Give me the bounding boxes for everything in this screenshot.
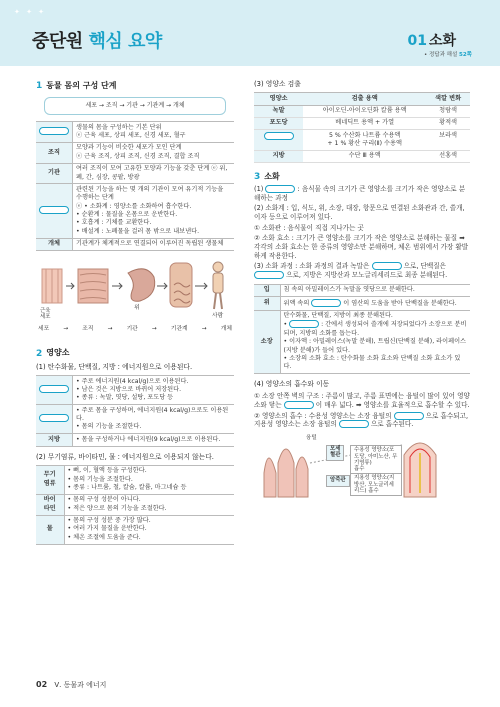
section-1-heading: [36, 80, 234, 92]
absorption-points: [254, 392, 470, 429]
detection-solution: 수단 Ⅲ 용액: [303, 150, 426, 162]
caption-stomach: 위: [134, 304, 140, 311]
detection-solution: 아이오딘-아이오딘화 칼륨 용액: [303, 105, 426, 117]
organ-process: 위액 속의 이 염산의 도움을 받아 단백질을 분해한다.: [280, 297, 470, 310]
nutrient-name: [36, 405, 73, 434]
table-row: [36, 434, 234, 446]
row-description: 여러 조직이 모여 고유한 모양과 기능을 갖춘 단계 ⓔ 위, 폐, 간, 심장, 콩팥, 방광: [73, 163, 235, 184]
villus-figure: [254, 433, 470, 499]
answer-blank[interactable]: [39, 414, 69, 422]
row-description: 모양과 기능이 비슷한 세포가 모인 단계 ⓔ 근육 조직, 상피 조직, 신경 조직, 결합 조직: [73, 142, 235, 163]
table-row: [36, 515, 234, 544]
nutrient-description: • 몸을 구성하거나 에너지원(9 kcal/g)으로 이용된다.: [73, 434, 235, 446]
nutrient-name: 무기 염류: [36, 465, 64, 494]
stage-label: 조직: [82, 325, 94, 332]
nutrient-description: • 몸의 구성 성분이 아니다. • 적은 양으로 몸의 기능을 조절한다.: [64, 494, 234, 515]
nutrient-description: • 뼈, 이, 혈액 등을 구성한다. • 몸의 기능을 조절한다. • 종류 : 나트륨, 철, 칼슘, 칼륨, 마그네슘 등: [64, 465, 234, 494]
section-number: 3: [254, 172, 261, 183]
organ-process: 탄수화물, 단백질, 지방이 최종 분해된다. • : 간에서 생성되어 쓸개에 저장되었다가 소장으로 분비되며, 지방의 소화를 돕는다. • 이자액 : 아밀레이스(녹말 분해), 트립신(단백질 분해), 라이페이스(지방 분해)가 들어 있다. • 소장의 소화 효소 : 탄수화물 소화 효소와 단백질 소화 효소가 있다.: [280, 310, 470, 374]
table-row: [36, 465, 234, 494]
digestion-item: (2) 소화계 : 입, 식도, 위, 소장, 대장, 항문으로 연결된 소화관과 간, 쓸개, 이자 등으로 이루어져 있다.: [254, 204, 465, 222]
table-row: [36, 142, 234, 163]
nutrient-name: [36, 376, 73, 405]
color-change: 보라색: [426, 130, 470, 151]
digestion-item: ① 소화관 : 음식물이 직접 지나가는 곳: [254, 223, 364, 232]
digestion-item: (1) : 음식물 속의 크기가 큰 영양소를 크기가 작은 영양소로 분해하는 과정: [254, 184, 466, 202]
answer-blank[interactable]: [394, 412, 424, 420]
nutrient-name: 포도당: [254, 117, 303, 129]
row-description: 기관계가 체계적으로 연결되어 이루어진 독립된 생물체: [73, 238, 235, 250]
page-title: [32, 30, 162, 54]
answer-blank[interactable]: [339, 420, 369, 428]
section-3-heading: [254, 171, 470, 183]
digestion-item: ② 소화 효소 : 크기가 큰 영양소를 크기가 작은 영양소로 분해하는 물질 ➡ 각각의 소화 효소는 한 종류의 영양소만 분해하며, 체온 범위에서 가장 활발하게 작용한다.: [254, 233, 469, 260]
answer-blank[interactable]: [284, 401, 314, 409]
person-head: [213, 262, 223, 272]
table-row: [254, 105, 470, 117]
caption-muscle-cell: 근육 세포: [40, 307, 51, 320]
section-title: 영양소: [46, 348, 70, 358]
stomach-shape: [128, 269, 155, 301]
header-banner: [0, 0, 500, 66]
title-accent: 핵심 요약: [88, 31, 162, 52]
nutrient-name: [254, 130, 303, 151]
section-title: 동물 몸의 구성 단계: [46, 80, 117, 90]
organ-process: 침 속의 아밀레이스가 녹말을 엿당으로 분해한다.: [280, 284, 470, 296]
left-column: [36, 80, 234, 545]
nutrient-name: 지방: [254, 150, 303, 162]
table-row: [36, 238, 234, 250]
answer-blank[interactable]: [372, 262, 402, 270]
digestion-item: (3) 소화 과정 : 소화 과정의 결과 녹말은 으로, 단백질은 으로, 지방은 지방산과 모노글리세리드로 최종 분해된다.: [254, 262, 448, 279]
nutrient-name: 바이 타민: [36, 494, 64, 515]
section-number: 2: [36, 348, 43, 359]
figure-stage-labels: 세포 → 조직 → 기관 → 기관계 → 개체: [38, 325, 232, 332]
note-lacteal: 지용성 영양소(지방산, 모노글리세리드) 흡수: [350, 473, 402, 496]
absorption-item: ② 영양소의 흡수 : 수용성 영양소는 소장 융털의 으로 흡수되고, 지용성 영양소는 소장 융털의 으로 흡수된다.: [254, 411, 469, 429]
label-villus: 융털: [306, 435, 317, 442]
table-row: [36, 405, 234, 434]
answer-blank[interactable]: [265, 185, 295, 193]
nutrient-subheading-1: (1) 탄수화물, 단백질, 지방 : 에너지원으로 이용된다.: [36, 362, 193, 371]
row-key: 조직: [36, 142, 73, 163]
caption-person: 사람: [212, 312, 224, 319]
table-row: [254, 130, 470, 151]
label-lacteal: 암죽관: [326, 475, 350, 486]
section-2-heading: [36, 348, 234, 360]
table-row: [36, 184, 234, 238]
title-main: 중단원: [32, 31, 83, 52]
answer-ref-prefix: • 정답과 해설: [423, 52, 458, 58]
chapter-label: [407, 32, 456, 51]
absorption-item: ① 소장 안쪽 벽의 구조 : 주름이 많고, 주름 표면에는 융털이 많이 있어 영양소와 닿는 이 매우 넓다. ➡ 영양소를 효율적으로 흡수할 수 있다.: [254, 392, 470, 410]
row-key: 기관: [36, 163, 73, 184]
answer-blank[interactable]: [264, 132, 294, 140]
nutrient-name: 녹말: [254, 105, 303, 117]
answer-reference: [424, 52, 472, 59]
nutrient-subheading-2: (2) 무기염류, 바이타민, 물 : 에너지원으로 이용되지 않는다.: [36, 452, 214, 461]
stage-label: 기관: [126, 325, 138, 332]
col-header: 영양소: [254, 93, 303, 105]
right-column: [254, 80, 470, 499]
nutrient-description: • 몸의 구성 성분 중 가장 많다. • 여러 가지 물질을 운반한다. • 체온 조절에 도움을 준다.: [64, 515, 234, 544]
row-key: [36, 122, 73, 143]
stage-label: 기관계: [170, 325, 188, 332]
table-row: [36, 122, 234, 143]
color-change: 선홍색: [426, 150, 470, 162]
footer-unit: Ⅴ. 동물과 에너지: [54, 681, 107, 689]
detection-solution: 5 % 수산화 나트륨 수용액 + 1 % 황산 구리(Ⅱ) 수용액: [303, 130, 426, 151]
person-body: [213, 273, 223, 293]
chapter-name: 소화: [428, 33, 456, 49]
stage-label: 개체: [220, 325, 232, 332]
detection-subheading: (3) 영양소 검출: [254, 80, 301, 88]
organization-table: [36, 121, 234, 251]
table-row: [254, 297, 470, 310]
col-header: 색깔 변화: [426, 93, 470, 105]
color-change: 청람색: [426, 105, 470, 117]
answer-blank[interactable]: [39, 127, 69, 135]
page-footer: [36, 680, 106, 691]
organ-name: 소장: [254, 310, 280, 374]
organ-name: 위: [254, 297, 280, 310]
chapter-number: 01: [407, 33, 427, 49]
table-row: [36, 376, 234, 405]
color-change: 황적색: [426, 117, 470, 129]
absorption-subheading: (4) 영양소의 흡수와 이동: [254, 380, 330, 389]
nutrient-name: 지방: [36, 434, 73, 446]
note-capillary: 수용성 영양소(포도당, 아미노산, 무기염류) 흡수: [350, 445, 402, 474]
row-description: 관련된 기능을 하는 몇 개의 기관이 모여 유기적 기능을 수행하는 단계 ⓔ • 소화계 : 영양소를 소화하여 흡수한다. • 순환계 : 물질을 온몸으로 운반한다. • 호흡계 : 기체를 교환한다. • 배설계 : 노폐물을 걸러 몸 밖으로 내보낸다.: [73, 184, 235, 238]
organization-illustration: [36, 255, 234, 325]
answer-blank[interactable]: [39, 385, 69, 393]
row-description: 생물의 몸을 구성하는 기본 단위 ⓔ 근육 세포, 상피 세포, 신경 세포, 혈구: [73, 122, 235, 143]
table-row: [36, 494, 234, 515]
label-capillary: 모세 혈관: [326, 445, 344, 461]
table-row: [254, 310, 470, 374]
table-row: [254, 284, 470, 296]
decorative-stars: ✦ ✦ ✦: [14, 8, 47, 16]
answer-blank[interactable]: [311, 299, 341, 307]
table-row: [36, 163, 234, 184]
detection-solution: 베네딕트 용액 + 가열: [303, 117, 426, 129]
answer-blank[interactable]: [289, 320, 319, 328]
nutrient-description: • 주로 몸을 구성하며, 에너지원(4 kcal/g)으로도 이용된다. • 몸의 기능을 조절한다.: [73, 405, 235, 434]
col-header: 검출 용액: [303, 93, 426, 105]
organization-flow: 세포 → 조직 → 기관 → 기관계 → 개체: [44, 97, 226, 115]
section-title: 소화: [264, 172, 280, 181]
nutrient-detection-table: [254, 92, 470, 163]
non-energy-nutrient-table: [36, 465, 234, 545]
table-row: [254, 150, 470, 162]
row-key: [36, 184, 73, 238]
answer-blank[interactable]: [254, 271, 284, 279]
energy-nutrient-table: [36, 375, 234, 447]
nutrient-description: • 주로 에너지원(4 kcal/g)으로 이용된다. • 남은 것은 지방으로 바뀌어 저장된다. • 종류 : 녹말, 엿당, 설탕, 포도당 등: [73, 376, 235, 405]
nutrient-name: 물: [36, 515, 64, 544]
row-key: 개체: [36, 238, 73, 250]
page-number: 02: [36, 680, 48, 689]
organization-figure: [36, 255, 234, 325]
table-row: [254, 117, 470, 129]
answer-ref-page: 52쪽: [459, 52, 472, 58]
answer-blank[interactable]: [39, 206, 69, 214]
stage-label: 세포: [38, 325, 50, 332]
digestion-points: [254, 185, 470, 280]
organ-name: 입: [254, 284, 280, 296]
digestion-process-table: [254, 284, 470, 374]
section-number: 1: [36, 81, 43, 91]
